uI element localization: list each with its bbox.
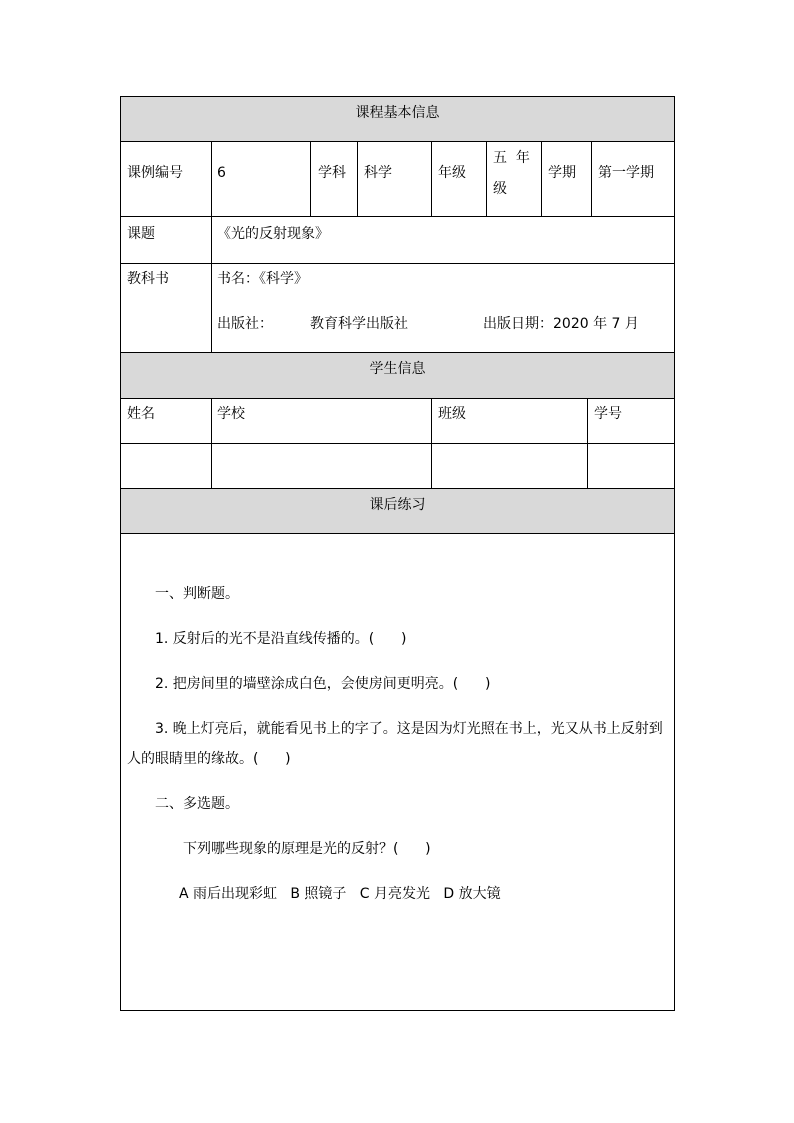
publisher-label: 出版社： xyxy=(217,316,273,332)
student-number-label: 学号 xyxy=(594,406,622,422)
book-name: 书名：《科学》 xyxy=(217,271,308,287)
subject-value: 科学 xyxy=(364,165,392,181)
exercises-header: 课后练习 xyxy=(369,497,426,513)
topic-value: 《光的反射现象》 xyxy=(217,226,329,242)
publication-date: 出版日期：2020 年 7 月 xyxy=(483,316,639,332)
term-label: 学期 xyxy=(548,165,576,181)
course-info-header: 课程基本信息 xyxy=(355,105,440,121)
topic-label: 课题 xyxy=(127,226,155,242)
question-1: 1. 反射后的光不是沿直线传播的。( ) xyxy=(155,631,407,647)
grade-value-line2: 级 xyxy=(493,181,507,197)
section-true-false-title: 一、判断题。 xyxy=(155,586,239,602)
grade-label: 年级 xyxy=(438,165,466,181)
lesson-id-label: 课例编号 xyxy=(127,165,183,181)
publisher-value: 教育科学出版社 xyxy=(310,316,408,332)
worksheet-table xyxy=(120,96,675,1011)
grade-value-line1: 五 年 xyxy=(493,150,530,166)
multiple-choice-question: 下列哪些现象的原理是光的反射？( ) xyxy=(183,841,431,857)
multiple-choice-options: A 雨后出现彩虹 B 照镜子 C 月亮发光 D 放大镜 xyxy=(179,886,501,902)
question-3-line1: 3. 晚上灯亮后，就能看见书上的字了。这是因为灯光照在书上，光又从书上反射到 xyxy=(155,721,663,737)
school-label: 学校 xyxy=(217,406,245,422)
question-3-line2: 人的眼睛里的缘故。( ) xyxy=(127,751,291,767)
section-multiple-choice-title: 二、多选题。 xyxy=(155,796,239,812)
question-2: 2. 把房间里的墙壁涂成白色，会使房间更明亮。( ) xyxy=(155,676,491,692)
subject-label: 学科 xyxy=(318,165,346,181)
class-label: 班级 xyxy=(438,406,466,422)
textbook-label: 教科书 xyxy=(127,271,169,287)
name-label: 姓名 xyxy=(127,406,155,422)
lesson-id-value: 6 xyxy=(217,165,226,181)
student-info-header: 学生信息 xyxy=(369,361,426,377)
term-value: 第一学期 xyxy=(598,165,654,181)
